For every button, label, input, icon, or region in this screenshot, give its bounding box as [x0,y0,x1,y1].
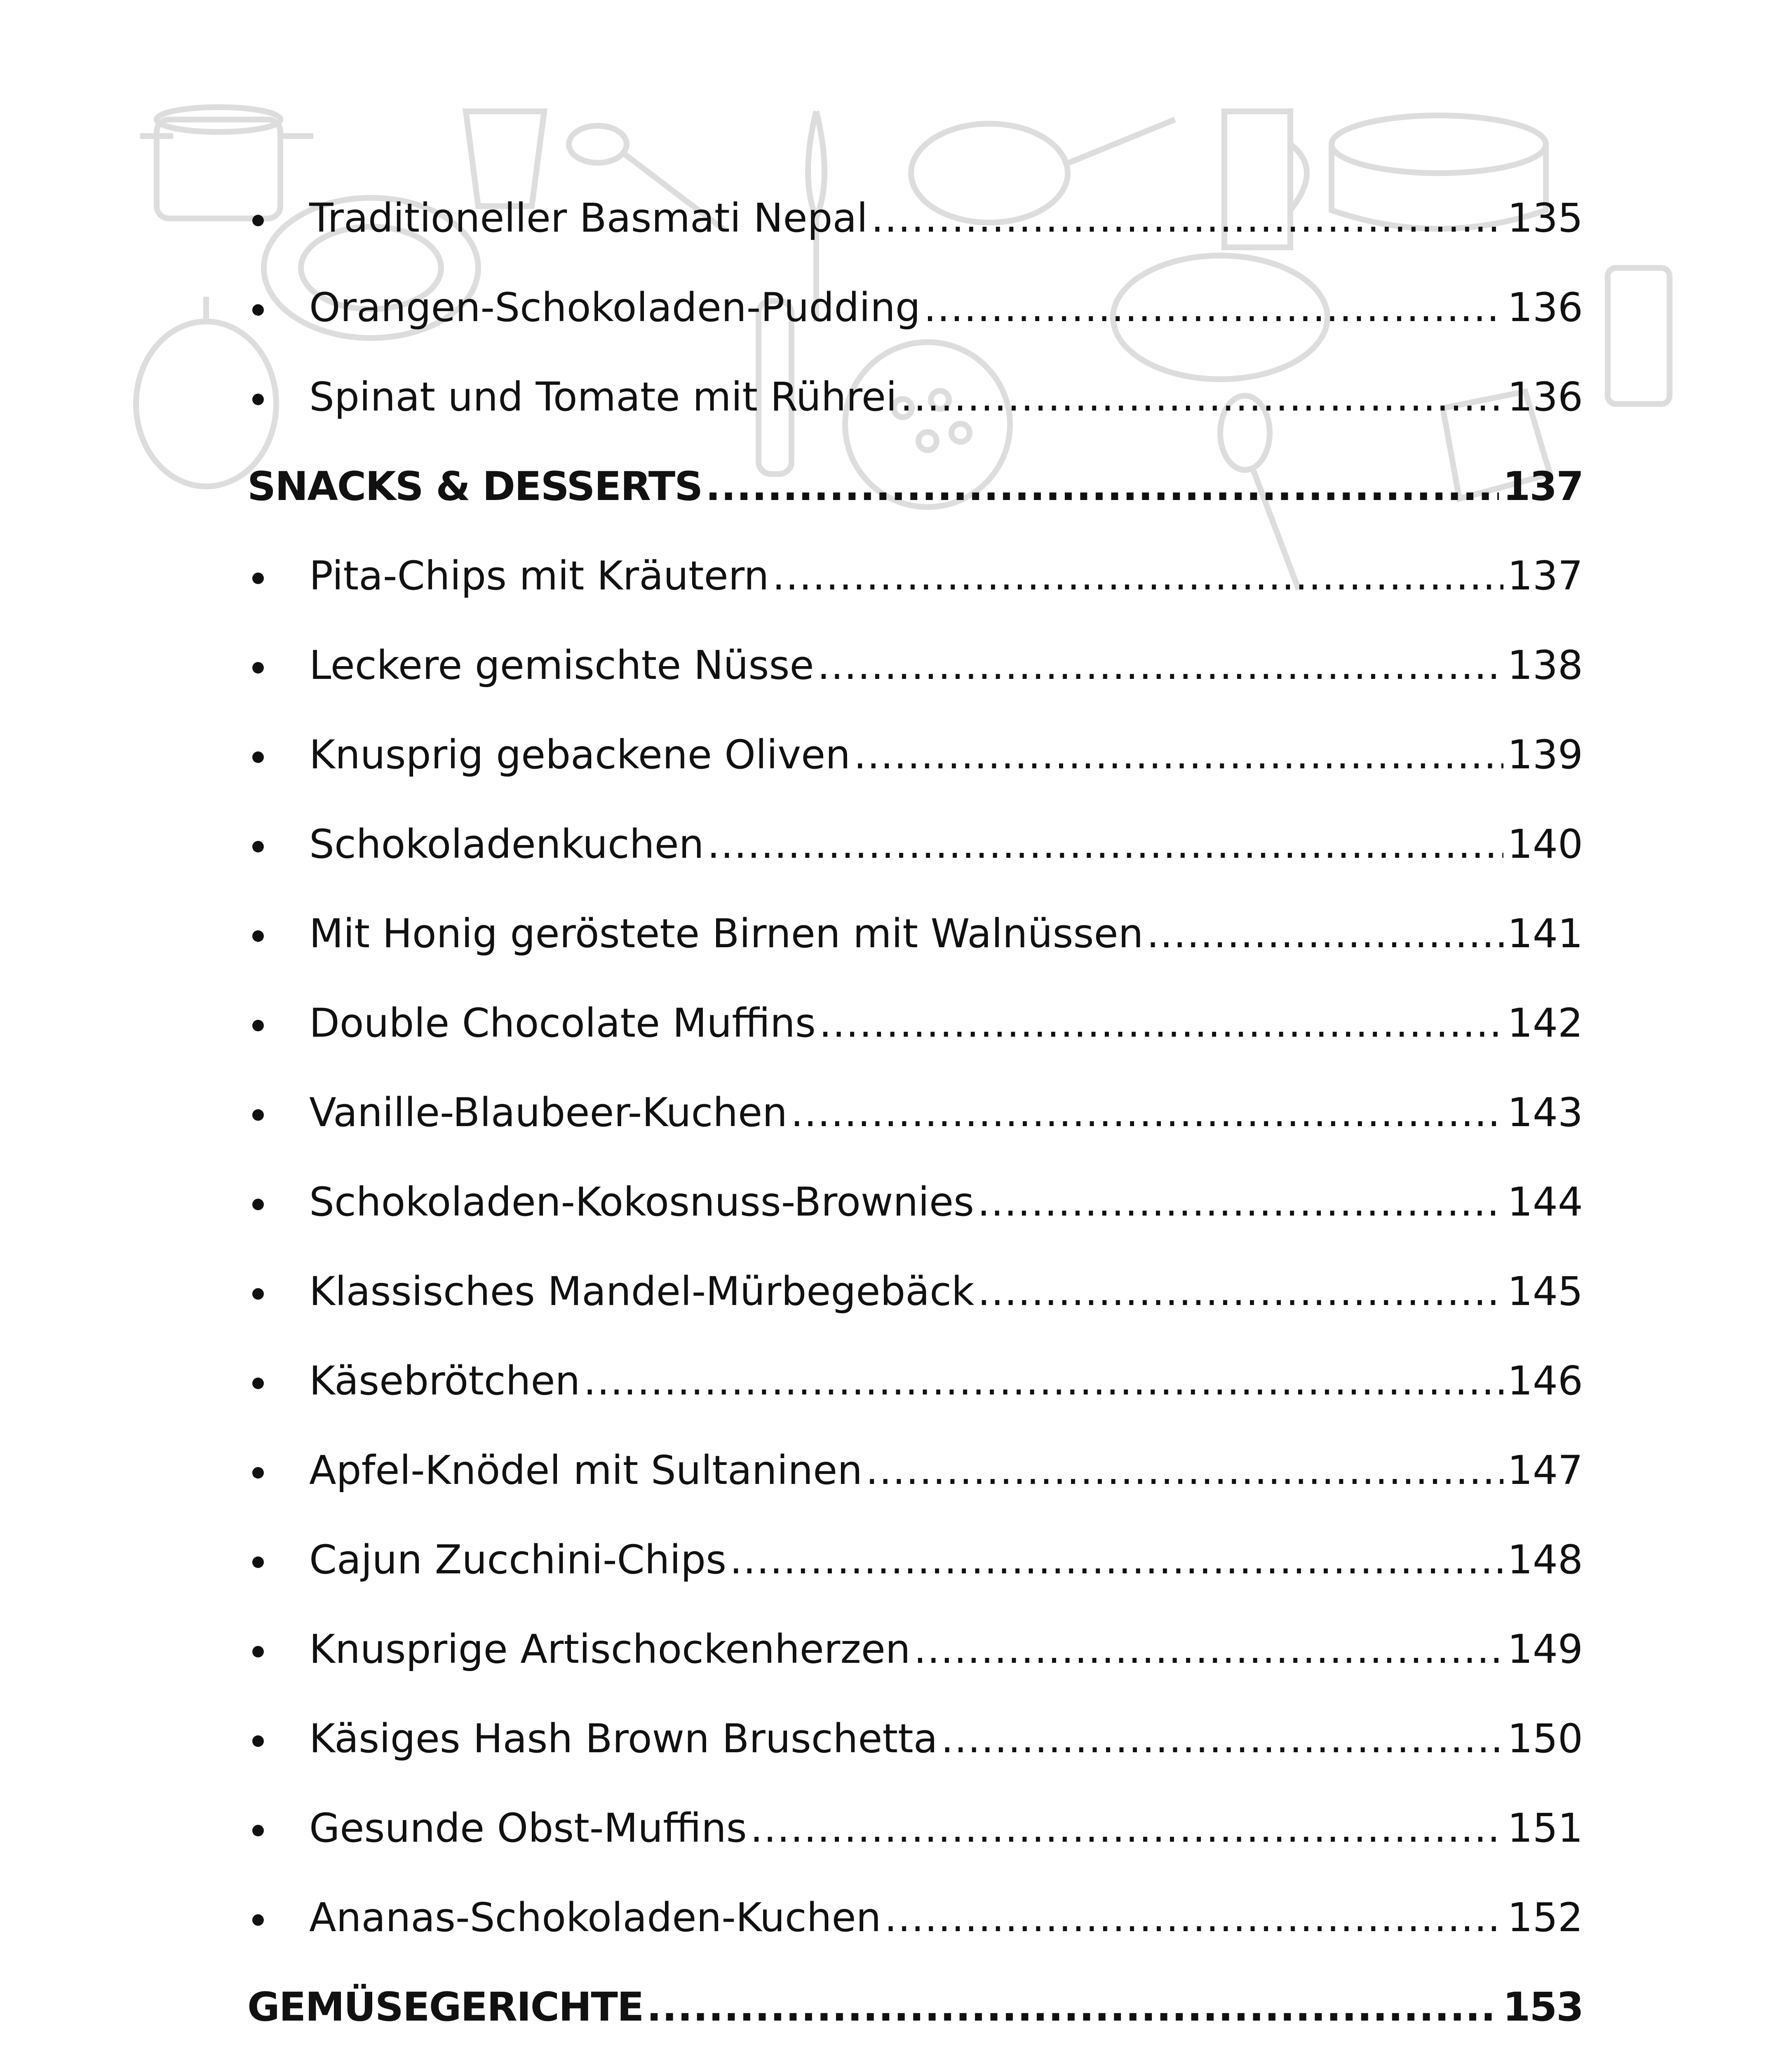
toc-entry[interactable] [247,173,1583,263]
dot-leader [914,1629,1503,1670]
toc-title: Vanille-Blaubeer-Kuchen [309,1089,787,1136]
grater-icon [1608,268,1670,404]
toc-title: Käsiges Hash Brown Bruschetta [309,1715,938,1762]
toc-title: Schokoladenkuchen [309,821,704,867]
dot-leader [854,734,1503,775]
toc-page-number: 141 [1507,910,1583,957]
toc-page-number: 136 [1507,373,1583,420]
toc-title: Cajun Zucchini-Chips [309,1536,727,1583]
toc-title: Traditioneller Basmati Nepal [309,195,868,241]
bullet-icon [247,889,309,978]
toc-page-number: 135 [1507,195,1583,241]
toc-section-heading[interactable] [247,441,1583,531]
bullet-icon [247,1694,309,1783]
bullet-icon [247,531,309,620]
toc-entry[interactable] [247,1515,1583,1604]
toc-entry[interactable] [247,1604,1583,1694]
bullet-icon [247,263,309,352]
toc-entry[interactable] [247,1694,1583,1783]
bullet-icon [247,799,309,889]
toc-page-number: 145 [1507,1268,1583,1315]
bullet-icon [247,1604,309,1694]
bullet-icon [247,620,309,710]
toc-page-number: 153 [1503,1984,1583,2030]
toc-page-number: 152 [1507,1894,1583,1941]
toc-title: Knusprige Artischockenherzen [309,1626,911,1672]
toc-entry[interactable] [247,1873,1583,1962]
toc-section-heading[interactable] [247,1962,1583,2052]
bullet-icon [247,710,309,799]
dot-leader [941,1718,1503,1759]
toc-entry[interactable] [247,263,1583,352]
bullet-icon [247,1068,309,1157]
toc-entry[interactable] [247,352,1583,441]
bullet-icon [247,352,309,441]
bullet-icon [247,978,309,1068]
dot-leader [750,1807,1503,1849]
toc-title: SNACKS & DESSERTS [247,463,702,509]
toc-title: Pita-Chips mit Kräutern [309,552,769,599]
dot-leader [871,197,1503,239]
toc-entry[interactable] [247,889,1583,978]
dot-leader [772,555,1503,596]
dot-leader [791,1092,1503,1133]
dot-leader [817,645,1503,686]
toc-title: Gesunde Obst-Muffins [309,1805,747,1851]
dot-leader [900,376,1503,418]
bullet-icon [247,1157,309,1246]
dot-leader [819,1002,1503,1044]
toc-page-number: 140 [1507,821,1583,867]
toc-page-number: 150 [1507,1715,1583,1762]
toc-title: Double Chocolate Muffins [309,1000,816,1046]
dot-leader [884,1897,1503,1938]
toc-entry[interactable] [247,1336,1583,1425]
toc-title: Schokoladen-Kokosnuss-Brownies [309,1178,975,1225]
toc-page-number: 146 [1507,1357,1583,1404]
toc-page-number: 144 [1507,1178,1583,1225]
toc-page-number: 148 [1507,1536,1583,1583]
toc-page-number: 138 [1507,642,1583,688]
toc-page-number: 139 [1507,731,1583,778]
dot-leader [707,824,1503,865]
dot-leader [1146,913,1503,954]
toc-title: Knusprig gebackene Oliven [309,731,851,778]
toc-entry[interactable] [247,1246,1583,1336]
bullet-icon [247,1515,309,1604]
dot-leader [924,287,1503,328]
dot-leader [705,466,1498,507]
bullet-icon [247,1246,309,1336]
dot-leader [583,1360,1503,1401]
toc-page-number: 149 [1507,1626,1583,1672]
bullet-icon [247,173,309,263]
bullet-icon [247,1873,309,1962]
toc-entry[interactable] [247,978,1583,1068]
toc-page-number: 151 [1507,1805,1583,1851]
toc-entry[interactable] [247,1068,1583,1157]
toc-entry[interactable] [247,1157,1583,1246]
table-of-contents [247,173,1583,2061]
toc-entry[interactable] [247,620,1583,710]
toc-title: Käsebrötchen [309,1357,580,1404]
dot-leader [866,1450,1503,1491]
toc-page-number: 142 [1507,1000,1583,1046]
bullet-icon [247,1783,309,1873]
toc-entry[interactable] [247,1425,1583,1515]
toc-title: GEMÜSEGERICHTE [247,1984,644,2030]
bullet-icon [247,2052,309,2061]
toc-entry[interactable] [247,799,1583,889]
toc-page-number: 136 [1507,284,1583,331]
toc-entry[interactable] [247,2052,1583,2061]
toc-title: Orangen-Schokoladen-Pudding [309,284,921,331]
toc-title: Leckere gemischte Nüsse [309,642,814,688]
dot-leader [730,1539,1503,1580]
toc-page-number: 143 [1507,1089,1583,1136]
toc-title: Ananas-Schokoladen-Kuchen [309,1894,881,1941]
dot-leader [646,1986,1498,2028]
toc-page-number: 147 [1507,1447,1583,1493]
toc-title: Spinat und Tomate mit Rührei [309,373,897,420]
toc-page-number: 137 [1503,463,1583,509]
dot-leader [977,1271,1503,1312]
toc-page-number: 137 [1507,552,1583,599]
toc-title: Apfel-Knödel mit Sultaninen [309,1447,863,1493]
toc-entry[interactable] [247,531,1583,620]
bullet-icon [247,1425,309,1515]
toc-title: Klassisches Mandel-Mürbegebäck [309,1268,975,1315]
toc-entry[interactable] [247,710,1583,799]
dot-leader [977,1181,1503,1223]
toc-title: Mit Honig geröstete Birnen mit Walnüssen [309,910,1144,957]
toc-entry[interactable] [247,1783,1583,1873]
bullet-icon [247,1336,309,1425]
